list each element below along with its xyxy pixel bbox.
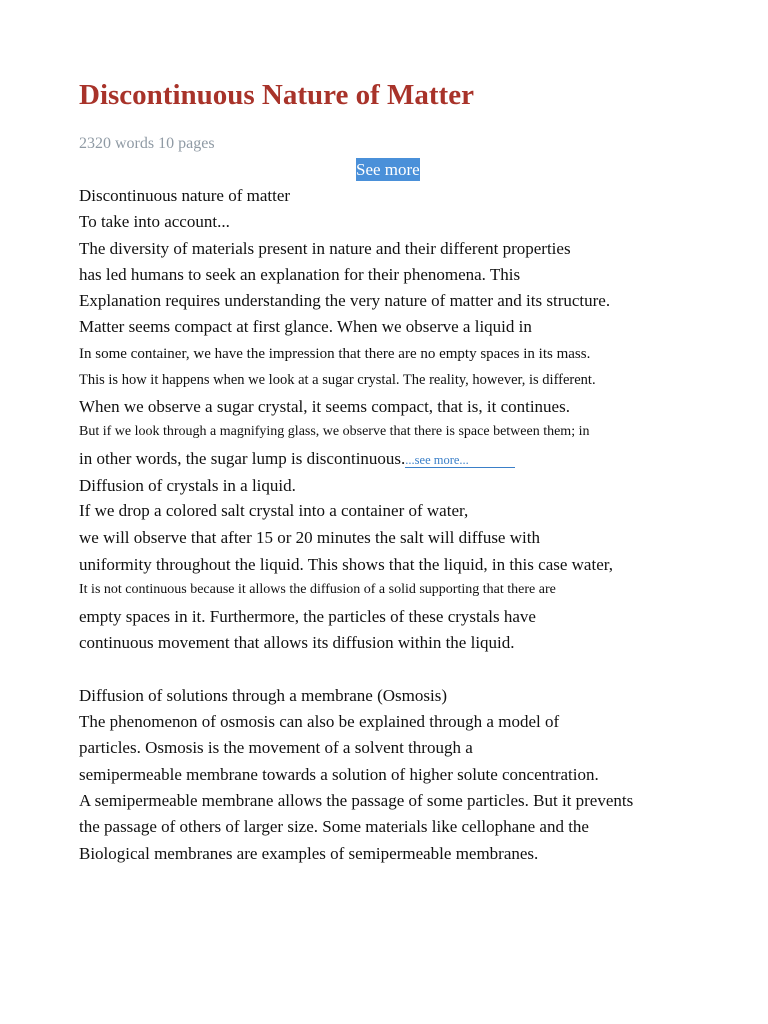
inline-see-more-link[interactable]: ...see more... [405,453,515,468]
text-line: has led humans to seek an explanation for their phenomena. This [79,265,521,284]
text-line: This is how it happens when we look at a sugar crystal. The reality, however, is different. [79,372,596,388]
text-line: empty spaces in it. Furthermore, the particles of these crystals have [79,607,536,626]
text-line-with-link [79,448,515,470]
text-line: If we drop a colored salt crystal into a container of water, [79,501,469,520]
text-line: A semipermeable membrane allows the passage of some particles. But it prevents [79,791,634,810]
text-line: Diffusion of crystals in a liquid. [79,476,296,495]
text-line: The phenomenon of osmosis can also be explained through a model of [79,712,560,731]
document-title: Discontinuous Nature of Matter [79,79,474,111]
text-line: Biological membranes are examples of semipermeable membranes. [79,844,539,863]
text-line: continuous movement that allows its diffusion within the liquid. [79,633,515,652]
text-line: In some container, we have the impression that there are no empty spaces in its mass. [79,346,591,362]
text-line: It is not continuous because it allows the diffusion of a solid supporting that there are [79,582,556,597]
text-line: Matter seems compact at first glance. When we observe a liquid in [79,317,532,336]
text-line: Explanation requires understanding the very nature of matter and its structure. [79,291,611,310]
section-heading: Diffusion of solutions through a membrane (Osmosis) [79,686,447,705]
text-line: semipermeable membrane towards a solution of higher solute concentration. [79,765,599,784]
text-line: particles. Osmosis is the movement of a solvent through a [79,738,473,757]
text-segment: in other words, the sugar lump is discontinuous. [79,449,406,468]
text-line: Discontinuous nature of matter [79,186,291,205]
text-line: we will observe that after 15 or 20 minutes the salt will diffuse with [79,528,540,547]
text-line: When we observe a sugar crystal, it seems compact, that is, it continues. [79,397,570,416]
text-line: To take into account... [79,212,230,231]
text-line: uniformity throughout the liquid. This shows that the liquid, in this case water, [79,555,613,574]
text-line: But if we look through a magnifying glass, we observe that there is space between them; in [79,424,590,439]
see-more-button[interactable]: See more [356,160,420,179]
document-meta: 2320 words 10 pages [79,135,215,152]
text-line: the passage of others of larger size. Some materials like cellophane and the [79,817,589,836]
text-line: The diversity of materials present in nature and their different properties [79,239,571,258]
